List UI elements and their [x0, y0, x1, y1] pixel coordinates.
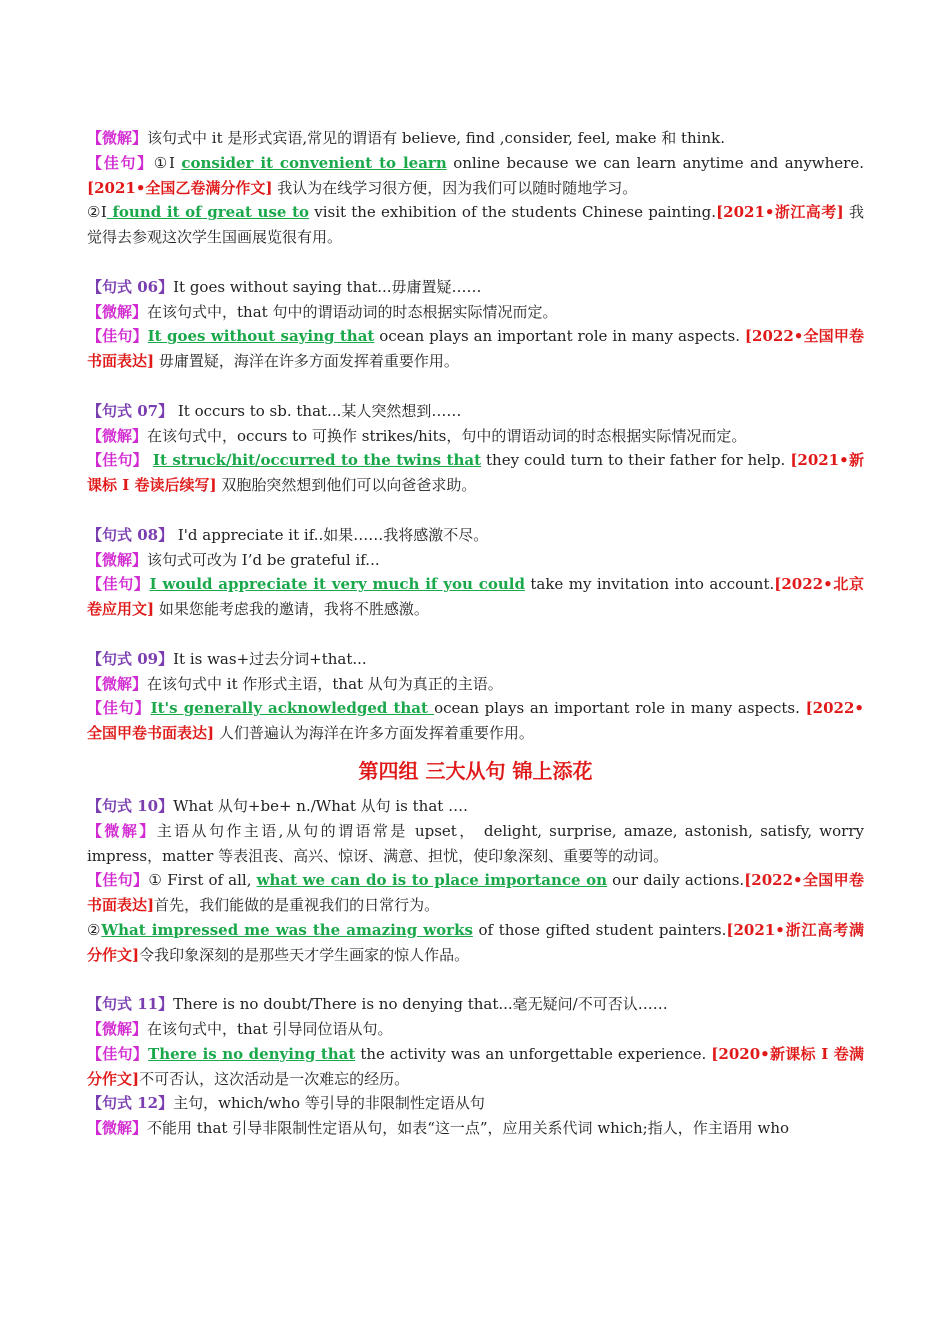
- example-line: [87, 151, 864, 201]
- pattern-tag: 【句式 07】: [87, 401, 174, 420]
- source-citation: [2020•新课标 I 卷满分作文]: [87, 1044, 864, 1088]
- translation: 人们普遍认为海洋在许多方面发挥着重要作用。: [214, 724, 534, 743]
- pattern-tag: 【句式 09】: [87, 649, 174, 668]
- highlight-phrase: consider it convenient to learn: [181, 153, 447, 172]
- highlight-phrase: found it of great use to: [106, 203, 310, 222]
- example-line: [87, 324, 864, 374]
- explanation-text: 在该句式中，that 句中的谓语动词的时态根据实际情况而定。: [147, 302, 558, 321]
- example-tag: 【佳句】: [87, 699, 151, 718]
- pattern-line: [87, 399, 864, 424]
- explanation-tag: 【微解】: [87, 550, 148, 569]
- explanation-tag: 【微解】: [87, 1020, 148, 1039]
- highlight-phrase: What impressed me was the amazing works: [101, 920, 473, 939]
- pattern-text: It goes without saying that...毋庸置疑……: [173, 277, 482, 296]
- pattern-text: It is was+过去分词+that...: [173, 649, 367, 668]
- pattern-line: [87, 794, 864, 819]
- example-text: of those gifted student painters.: [472, 920, 727, 939]
- source-citation: [2022•全国甲卷书面表达]: [87, 699, 864, 743]
- translation: 令我印象深刻的是那些天才学生画家的惊人作品。: [139, 945, 470, 964]
- highlight-phrase: It goes without saying that: [147, 327, 375, 346]
- pattern-line: [87, 1091, 864, 1116]
- pattern-line: [87, 275, 864, 300]
- example-tag: 【佳句】: [87, 153, 154, 172]
- explanation-text: 该句式中 it 是形式宾语,常见的谓语有 believe, find ,consider, feel, make 和 think.: [147, 129, 725, 147]
- highlight-phrase: It struck/hit/occurred to the twins that: [152, 451, 482, 470]
- example-line: [87, 918, 864, 968]
- pattern-tag: 【句式 12】: [87, 1094, 174, 1113]
- source-citation: [2022•全国甲卷书面表达]: [87, 327, 865, 371]
- translation: 如果您能考虑我的邀请，我将不胜感激。: [154, 600, 429, 619]
- example-line: [87, 200, 864, 250]
- example-text: our daily actions.: [607, 871, 745, 890]
- example-text: ②I: [87, 203, 107, 222]
- section-heading: 第四组 三大从句 锦上添花: [358, 758, 593, 783]
- explanation-tag: 【微解】: [87, 129, 148, 147]
- example-text: they could turn to their father for help.: [481, 451, 791, 470]
- source-citation: [2022•北京卷应用文]: [87, 575, 864, 619]
- explanation-text: 不能用 that 引导非限制性定语从句，如表“这一点”，应用关系代词 which;指人，作主语用 who: [147, 1119, 790, 1138]
- example-line: [87, 868, 864, 918]
- example-text: online because we can learn anytime and anywhere.: [446, 153, 864, 172]
- explanation-tag: 【微解】: [87, 821, 157, 840]
- source-citation: [2021•浙江高考满分作文]: [87, 920, 865, 964]
- pattern-tag: 【句式 10】: [87, 796, 174, 815]
- explanation-line: [87, 126, 864, 151]
- explanation-tag: 【微解】: [87, 426, 148, 445]
- translation: 首先，我们能做的是重视我们的日常行为。: [154, 896, 440, 915]
- source-citation: [2022•全国甲卷书面表达]: [87, 871, 864, 915]
- explanation-tag: 【微解】: [87, 674, 148, 693]
- pattern-text: What 从句+be+ n./What 从句 is that ….: [173, 796, 468, 815]
- explanation-text: 在该句式中，that 引导同位语从句。: [147, 1020, 393, 1039]
- explanation-line: [87, 548, 864, 573]
- example-text: take my invitation into account.: [524, 575, 775, 594]
- pattern-text: 主句，which/who 等引导的非限制性定语从句: [173, 1094, 485, 1113]
- pattern-text: There is no doubt/There is no denying that...毫无疑问/不可否认……: [173, 995, 668, 1014]
- explanation-text: 在该句式中 it 作形式主语，that 从句为真正的主语。: [147, 674, 503, 693]
- example-tag: 【佳句】: [87, 575, 150, 594]
- example-text: ②: [87, 920, 102, 939]
- explanation-text: 主语从句作主语,从句的谓语常是 upset， delight, surprise, amaze, astonish, satisfy, worry impress，matter 等表沮丧、高兴、惊讶、满意、担忧，使印象深刻、重要等的动词。: [87, 821, 864, 865]
- explanation-line: [87, 672, 864, 697]
- example-tag: 【佳句】: [87, 327, 148, 346]
- source-citation: [2021•全国乙卷满分作文]: [87, 178, 273, 197]
- example-line: [87, 448, 864, 498]
- explanation-text: 在该句式中，occurs to 可换作 strikes/hits，句中的谓语动词的时态根据实际情况而定。: [147, 426, 747, 445]
- explanation-tag: 【微解】: [87, 302, 148, 321]
- example-text: visit the exhibition of the students Chinese painting.: [309, 203, 717, 222]
- example-line: [87, 696, 864, 746]
- explanation-tag: 【微解】: [87, 1119, 148, 1138]
- document-page: [87, 126, 864, 1141]
- pattern-tag: 【句式 11】: [87, 995, 174, 1014]
- translation: 双胞胎突然想到他们可以向爸爸求助。: [216, 476, 477, 495]
- example-tag: 【佳句】: [87, 871, 149, 890]
- highlight-phrase: It's generally acknowledged that: [150, 699, 435, 718]
- explanation-line: [87, 1017, 864, 1042]
- pattern-line: [87, 992, 864, 1017]
- pattern-tag: 【句式 06】: [87, 277, 174, 296]
- example-text: the activity was an unforgettable experience.: [355, 1044, 712, 1063]
- pattern-line: [87, 647, 864, 672]
- highlight-phrase: what we can do is to place importance on: [256, 871, 608, 890]
- example-line: [87, 1042, 864, 1092]
- highlight-phrase: There is no denying that: [148, 1044, 356, 1063]
- pattern-tag: 【句式 08】: [87, 525, 174, 544]
- explanation-text: 该句式可改为 I’d be grateful if...: [147, 550, 380, 569]
- pattern-line: [87, 523, 864, 548]
- example-text: ocean plays an important role in many aspects.: [434, 699, 806, 718]
- pattern-text: It occurs to sb. that...某人突然想到……: [173, 401, 462, 420]
- translation: 不可否认，这次活动是一次难忘的经历。: [139, 1069, 410, 1088]
- example-line: [87, 572, 864, 622]
- pattern-text: I'd appreciate it if..如果……我将感激不尽。: [173, 525, 489, 544]
- translation: 我认为在线学习很方便，因为我们可以随时随地学习。: [272, 178, 638, 197]
- source-citation: [2021•新课标 I 卷读后续写]: [87, 451, 864, 495]
- source-citation: [2021•浙江高考]: [716, 203, 844, 222]
- explanation-line: [87, 300, 864, 325]
- translation: 我觉得去参观这次学生国画展览很有用。: [87, 203, 864, 247]
- translation: 毋庸置疑，海洋在许多方面发挥着重要作用。: [154, 352, 459, 371]
- example-text: ocean plays an important role in many aspects.: [374, 327, 745, 346]
- explanation-line: [87, 424, 864, 449]
- example-text: ①I: [153, 153, 182, 172]
- explanation-line: [87, 1116, 864, 1141]
- highlight-phrase: I would appreciate it very much if you could: [149, 575, 525, 594]
- example-tag: 【佳句】: [87, 1044, 149, 1063]
- example-text: ① First of all,: [148, 871, 257, 890]
- example-tag: 【佳句】: [87, 451, 148, 470]
- explanation-line: [87, 819, 864, 869]
